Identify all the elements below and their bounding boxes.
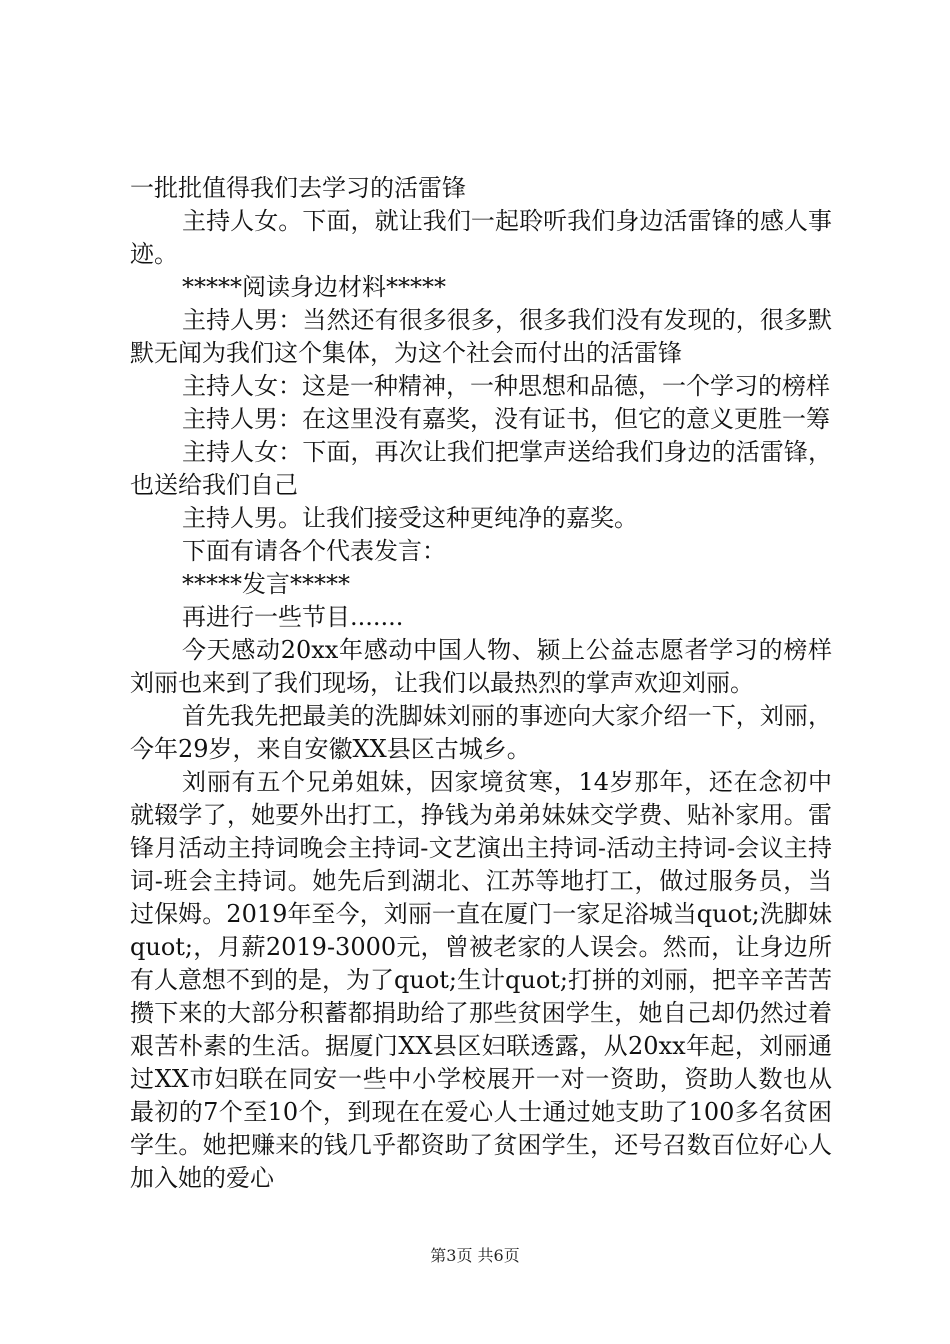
paragraph: 主持人女。下面，就让我们一起聆听我们身边活雷锋的感人事迹。: [130, 207, 832, 268]
paragraph: 主持人男：当然还有很多很多，很多我们没有发现的，很多默默无闻为我们这个集体，为这个社会而付出的活雷锋: [130, 306, 832, 367]
paragraph: 再进行一些节目.......: [182, 603, 404, 631]
paragraph: 主持人男。让我们接受这种更纯净的嘉奖。: [182, 504, 638, 532]
paragraph: 今天感动20xx年感动中国人物、颍上公益志愿者学习的榜样刘丽也来到了我们现场，让我们以最热烈的掌声欢迎刘丽。: [130, 636, 832, 697]
paragraph: *****发言*****: [182, 570, 350, 598]
paragraph: *****阅读身边材料*****: [182, 273, 446, 301]
paragraph: 刘丽有五个兄弟姐妹，因家境贫寒，14岁那年，还在念初中就辍学了，她要外出打工，挣钱为弟弟妹妹交学费、贴补家用。雷锋月活动主持词晚会主持词-文艺演出主持词-活动主持词-会议主持词-班会主持词。她先后到湖北、江苏等地打工，做过服务员，当过保姆。2019年至今，刘丽一直在厦门一家足浴城当quot;洗脚妹quot;，月薪2019-3000元，曾被老家的人误会。然而，让身边所有人意想不到的是，为了quot;生计quot;打拼的刘丽，把辛辛苦苦攒下来的大部分积蓄都捐助给了那些贫困学生，她自己却仍然过着艰苦朴素的生活。据厦门XX县区妇联透露，从20xx年起，刘丽通过XX市妇联在同安一些中小学校展开一对一资助，资助人数也从最初的7个至10个，到现在在爱心人士通过她支助了100多名贫困学生。她把赚来的钱几乎都资助了贫困学生，还号召数百位好心人加入她的爱心: [130, 768, 832, 1192]
paragraph: 主持人女：下面，再次让我们把掌声送给我们身边的活雷锋，也送给我们自己: [130, 438, 832, 499]
paragraph: 主持人女：这是一种精神，一种思想和品德，一个学习的榜样: [182, 372, 830, 400]
paragraph: 首先我先把最美的洗脚妹刘丽的事迹向大家介绍一下，刘丽，今年29岁，来自安徽XX县区古城乡。: [130, 702, 832, 763]
paragraph: 主持人男：在这里没有嘉奖，没有证书，但它的意义更胜一筹: [182, 405, 830, 433]
page-footer: 第3页 共6页: [430, 1246, 520, 1265]
document-body: [130, 172, 832, 1195]
paragraph: 下面有请各个代表发言：: [182, 537, 446, 565]
paragraph: 一批批值得我们去学习的活雷锋: [130, 174, 466, 202]
